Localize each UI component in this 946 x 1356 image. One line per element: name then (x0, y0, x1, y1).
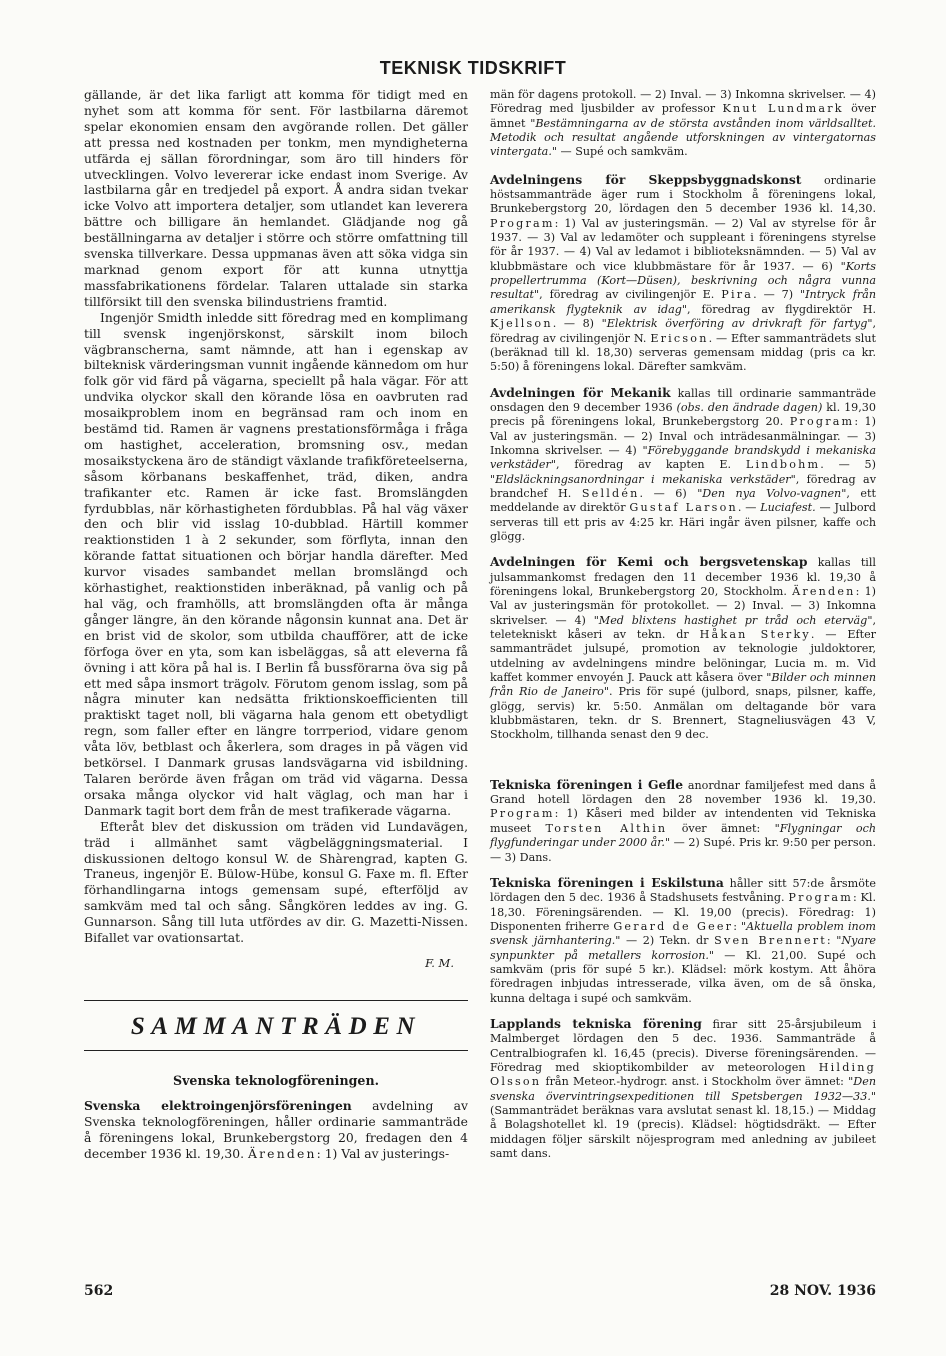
notice-title: Avdelningens för Skeppsbyggnadskonst (490, 171, 802, 187)
notice-entry: Avdelningen för Kemi och bergsvetenskap kallas till julsammankomst fredagen den 11 december 1936 kl. 19,30 å föreningens lokal, Brunkebergstorg 20, Stockholm. Ärenden: 1) Val av justeringsmän för protokollet. — 2) Inval. — 3) Inkomna skrivelser. — 4) "Med blixtens hastighet pr tråd och eterväg", teletekniskt kåseri av tekn. dr Håkan Sterky. — Efter sammanträdet julsupé, promotion av teknologie juldoktorer, utdelning av avdelningens mindre belöningar, Lucia m. m. Vid kaffet kommer envoyén J. Pauck att kåsera över "Bilder och minnen från Rio de Janeiro". Pris för supé (julbord, snaps, pilsner, kaffe, glögg, servis) kr. 5:50. Anmälan om deltagande bör vara klubbmästaren, tekn. dr S. Brennert, Stagneliusvägen 43 V, Stockholm, tillhanda senast den 9 dec. (490, 554, 876, 742)
author-signature: F. M. (425, 955, 454, 970)
journal-masthead: TEKNISK TIDSKRIFT (379, 58, 567, 78)
notice-entry: Avdelningen för Mekanik kallas till ordinarie sammanträde onsdagen den 9 december 1936 (obs. den ändrade dagen) kl. 19,30 precis på föreningens lokal, Brunkebergstorg 20. Program: 1) Val av justeringsmän. — 2) Inval och inträdesanmälningar. — 3) Inkomna skrivelser. — 4) "Förebyggande brandskydd i mekaniska verkstäder", föredrag av kapten E. Lindbohm. — 5) "Eldsläckningsanordningar i mekaniska verkstäder", föredrag av brandchef H. Selldén. — 6) "Den nya Volvo-vagnen", ett meddelande av direktör Gustaf Larson. — Luciafest. — Julbord serveras till ett pris av 4:25 kr. Häri ingår även pilsner, kaffe och glögg. (490, 384, 876, 543)
right-column (490, 88, 876, 1161)
notice-title: Tekniska föreningen i Gefle (490, 776, 684, 792)
article-paragraph: Ingenjör Smidth inledde sitt föredrag med en komplimang till svensk ingenjörskonst, särskilt inom biloch vägbranscherna, samt nämnde, att han i egenskap av bilteknisk värderingsman vunnit ingående kännedom om hur folk gör vid färd på vägarna, speciellt på hala vägar. För att undvika olyckor skall den körande lösa en oavbruten rad mosaikproblem inom en begränsad ram och inom en bestämd tid. Ramen är vagnens prestationsförmåga i fråga om hastighet, acceleration, bromsning osv., medan mosaikstyckena äro de ständigt växlande trafikföreteelserna, såsom körbanans beskaffenhet, träd, diken, andra trafikanter etc. Ramen är icke fast. Bromslängden fyrdubblas, när körhastigheten fördubblas. På hal väg växer den och blir vid isslag 10-dubblad. Härtill kommer reaktionstiden 1 à 2 sekunder, som förflyta, innan den körande fattat situationen och börjar handla därefter. Med kurvor visades sambandet mellan bromslängd och körhastighet, reaktionstiden inberäknad, på vanlig och på hal väg, och framhölls, att bromslängden ofta är många gånger längre, än den körande någonsin kunnat ana. Det är en brist vid de skolor, som utbilda chaufförer, att de icke förfoga över en yta, som kan isbeläggas, så att eleverna få övning i att köra på hal is. I Berlin få bussförarna öva sig på ett med såpa insmort trägolv. Förutom genom isslag, som på några minuter kan nedsätta friktionskoefficienten till praktiskt taget noll, bli vägarna hala genom ett obetydligt regn, som faller efter en längre torrperiod, vidare genom våta löv, betblast och åkerlera, som drages in på vägen vid betkörsel. I Danmark grusas landsvägarna vid isbildning. Talaren berörde även frågan om träd vid vägarna. Dessa orsaka många olyckor vid halt väglag, och man har i Danmark tagit bort dem från de mest trafikerade vägarna. (84, 310, 468, 818)
section-title: SAMMANTRÄDEN (130, 1012, 422, 1040)
notice-entry: Svenska elektroingenjörsföreningen avdelning av Svenska teknologföreningen, håller ordinarie sammanträde å föreningens lokal, Brunkebergstorg 20, fredagen den 4 december 1936 kl. 19,30. Ärenden: 1) Val av justerings- (84, 1097, 469, 1161)
article-paragraph: Efteråt blev det diskussion om träden vid Lundavägen, träd i allmänhet samt vägbeläggningsmaterial. I diskussionen deltogo konsul W. de Shàrengrad, kapten G. Traneus, ingenjör E. Bülow-Hübe, konsul G. Faxe m. fl. Efter förhandlingarna intogs gemensam supé, efterföljd av samkväm med tal och sång. Sångkören leddes av ing. G. Gunnarson. Sång till luta utfördes av dir. G. Mazetti-Nissen. Bifallet var ovationsartat. (84, 819, 468, 946)
notice-title: Lapplands tekniska förening (490, 1015, 702, 1031)
notice-title: Avdelningen för Mekanik (490, 384, 671, 400)
notice-title: Svenska elektroingenjörsföreningen (84, 1097, 352, 1113)
notice-title: Tekniska föreningen i Eskilstuna (490, 874, 724, 890)
subheading: Svenska teknologföreningen. (173, 1072, 379, 1088)
page-number: 562 (84, 1283, 114, 1299)
article-paragraph: gällande, är det lika farligt att komma för tidigt med en nyhet som att komma för sent. För lastbilarna däremot spelar ekonomien ensam den avgörande rollen. Det gäller att pressa ned kostnaden per tonkm, men myndigheterna utfärda ej sällan förordningar, som äro till hinders för utvecklingen. Volvo levererar icke endast inom Sverige. Av lastbilarna går en tredjedel på export. Å andra sidan tvekar icke Volvo att importera detaljer, som utlandet kan leverera bättre och billigare än hemlandet. Glädjande nog gå beställningarna av detaljer i större och större omfattning till svenska tillverkare. Dessa uppmanas även att söka vidga sin marknad genom export för att kunna utnyttja massfabrikationens fördelar. Talaren uttalade sin starka tillförsikt till den svenska bilindustriens framtid. (84, 88, 468, 309)
notice-title: Avdelningen för Kemi och bergsvetenskap (490, 554, 808, 570)
notice-entry: Tekniska föreningen i Gefle anordnar familjefest med dans å Grand hotell lördagen den 28 november 1936 kl. 19,30. Program: 1) Kåseri med bilder av intendenten vid Tekniska museet Torsten Althin över ämnet: "Flygningar och flygfunderingar under 2000 år." — 2) Supé. Pris kr. 9:50 per person. — 3) Dans. (490, 776, 877, 864)
notice-continuation: män för dagens protokoll. — 2) Inval. — 3) Inkomna skrivelser. — 4) Föredrag med ljusbilder av professor Knut Lundmark över ämnet "Bestämningarna av de största avstånden inom världsalltet. Metodik och resultat angående utforskningen av vintergatornas vintergata." — Supé och samkväm. (490, 88, 876, 159)
notice-entry: Tekniska föreningen i Eskilstuna håller sitt 57:de årsmöte lördagen den 5 dec. 1936 å Stadshusets festvåning. Program: Kl. 18,30. Föreningsärenden. — Kl. 19,00 (precis). Föredrag: 1) Disponenten friherre Gerard de Geer: "Aktuella problem inom svensk järnhantering." — 2) Tekn. dr Sven Brennert: "Nyare synpunkter på metallers korrosion." — Kl. 21,00. Supé och samkväm (pris för supé 5 kr.). Klädsel: mörk kostym. Att åhöra föredragen inbjudas intresserade, vilka även, om de så önska, kunna deltaga i supé och samkväm. (490, 874, 877, 1005)
notice-entry: Lapplands tekniska förening firar sitt 25-årsjubileum i Malmberget lördagen den 5 dec. 1936. Sammanträde å Centralbiografen kl. 16,45 (precis). Diverse föreningsärenden. — Föredrag med skioptikombilder av meteorologen Hilding Olsson från Meteor.-hydrogr. anst. i Stockholm över ämnet: "Den svenska övervintringsexpeditionen till Spetsbergen 1932—33." (Sammanträdet beräknas vara avslutat senast kl. 18,15.) — Middag å Bolagshotellet kl. 19 (precis). Klädsel: högtidsdräkt. — Efter middagen följer särskilt nöjesprogram med anledning av jubileet samt dans. (490, 1015, 877, 1161)
notice-entry: Avdelningens för Skeppsbyggnadskonst ordinarie höstsammanträde äger rum i Stockholm å föreningens lokal, Brunkebergstorg 20, lördagen den 5 december 1936 kl. 14,30. Program: 1) Val av justeringsmän. — 2) Val av styrelse för år 1937. — 3) Val av ledamöter och suppleant i föreningens styrelse för år 1937. — 4) Val av ledamot i biblioteksnämnden. — 5) Val av klubbmästare och vice klubbmästare för år 1937. — 6) "Korts propellertrumma (Kort—Düsen), beskrivning och några vunna resultat", föredrag av civilingenjör E. Pira. — 7) "Intryck från amerikansk flygteknik av idag", föredrag av flygdirektör H. Kjellson. — 8) "Elektrisk överföring av drivkraft för fartyg", föredrag av civilingenjör N. Ericson. — Efter sammanträdets slut (beräknad till kl. 18,30) serveras gemensam middag (pris ca kr. 5:50) å föreningens lokal. Därefter samkväm. (490, 171, 877, 374)
issue-date: 28 NOV. 1936 (769, 1283, 876, 1299)
section-heading-block (84, 1000, 468, 1051)
top-rule (84, 1000, 468, 1001)
left-column (84, 88, 468, 1163)
bottom-rule (84, 1050, 468, 1051)
